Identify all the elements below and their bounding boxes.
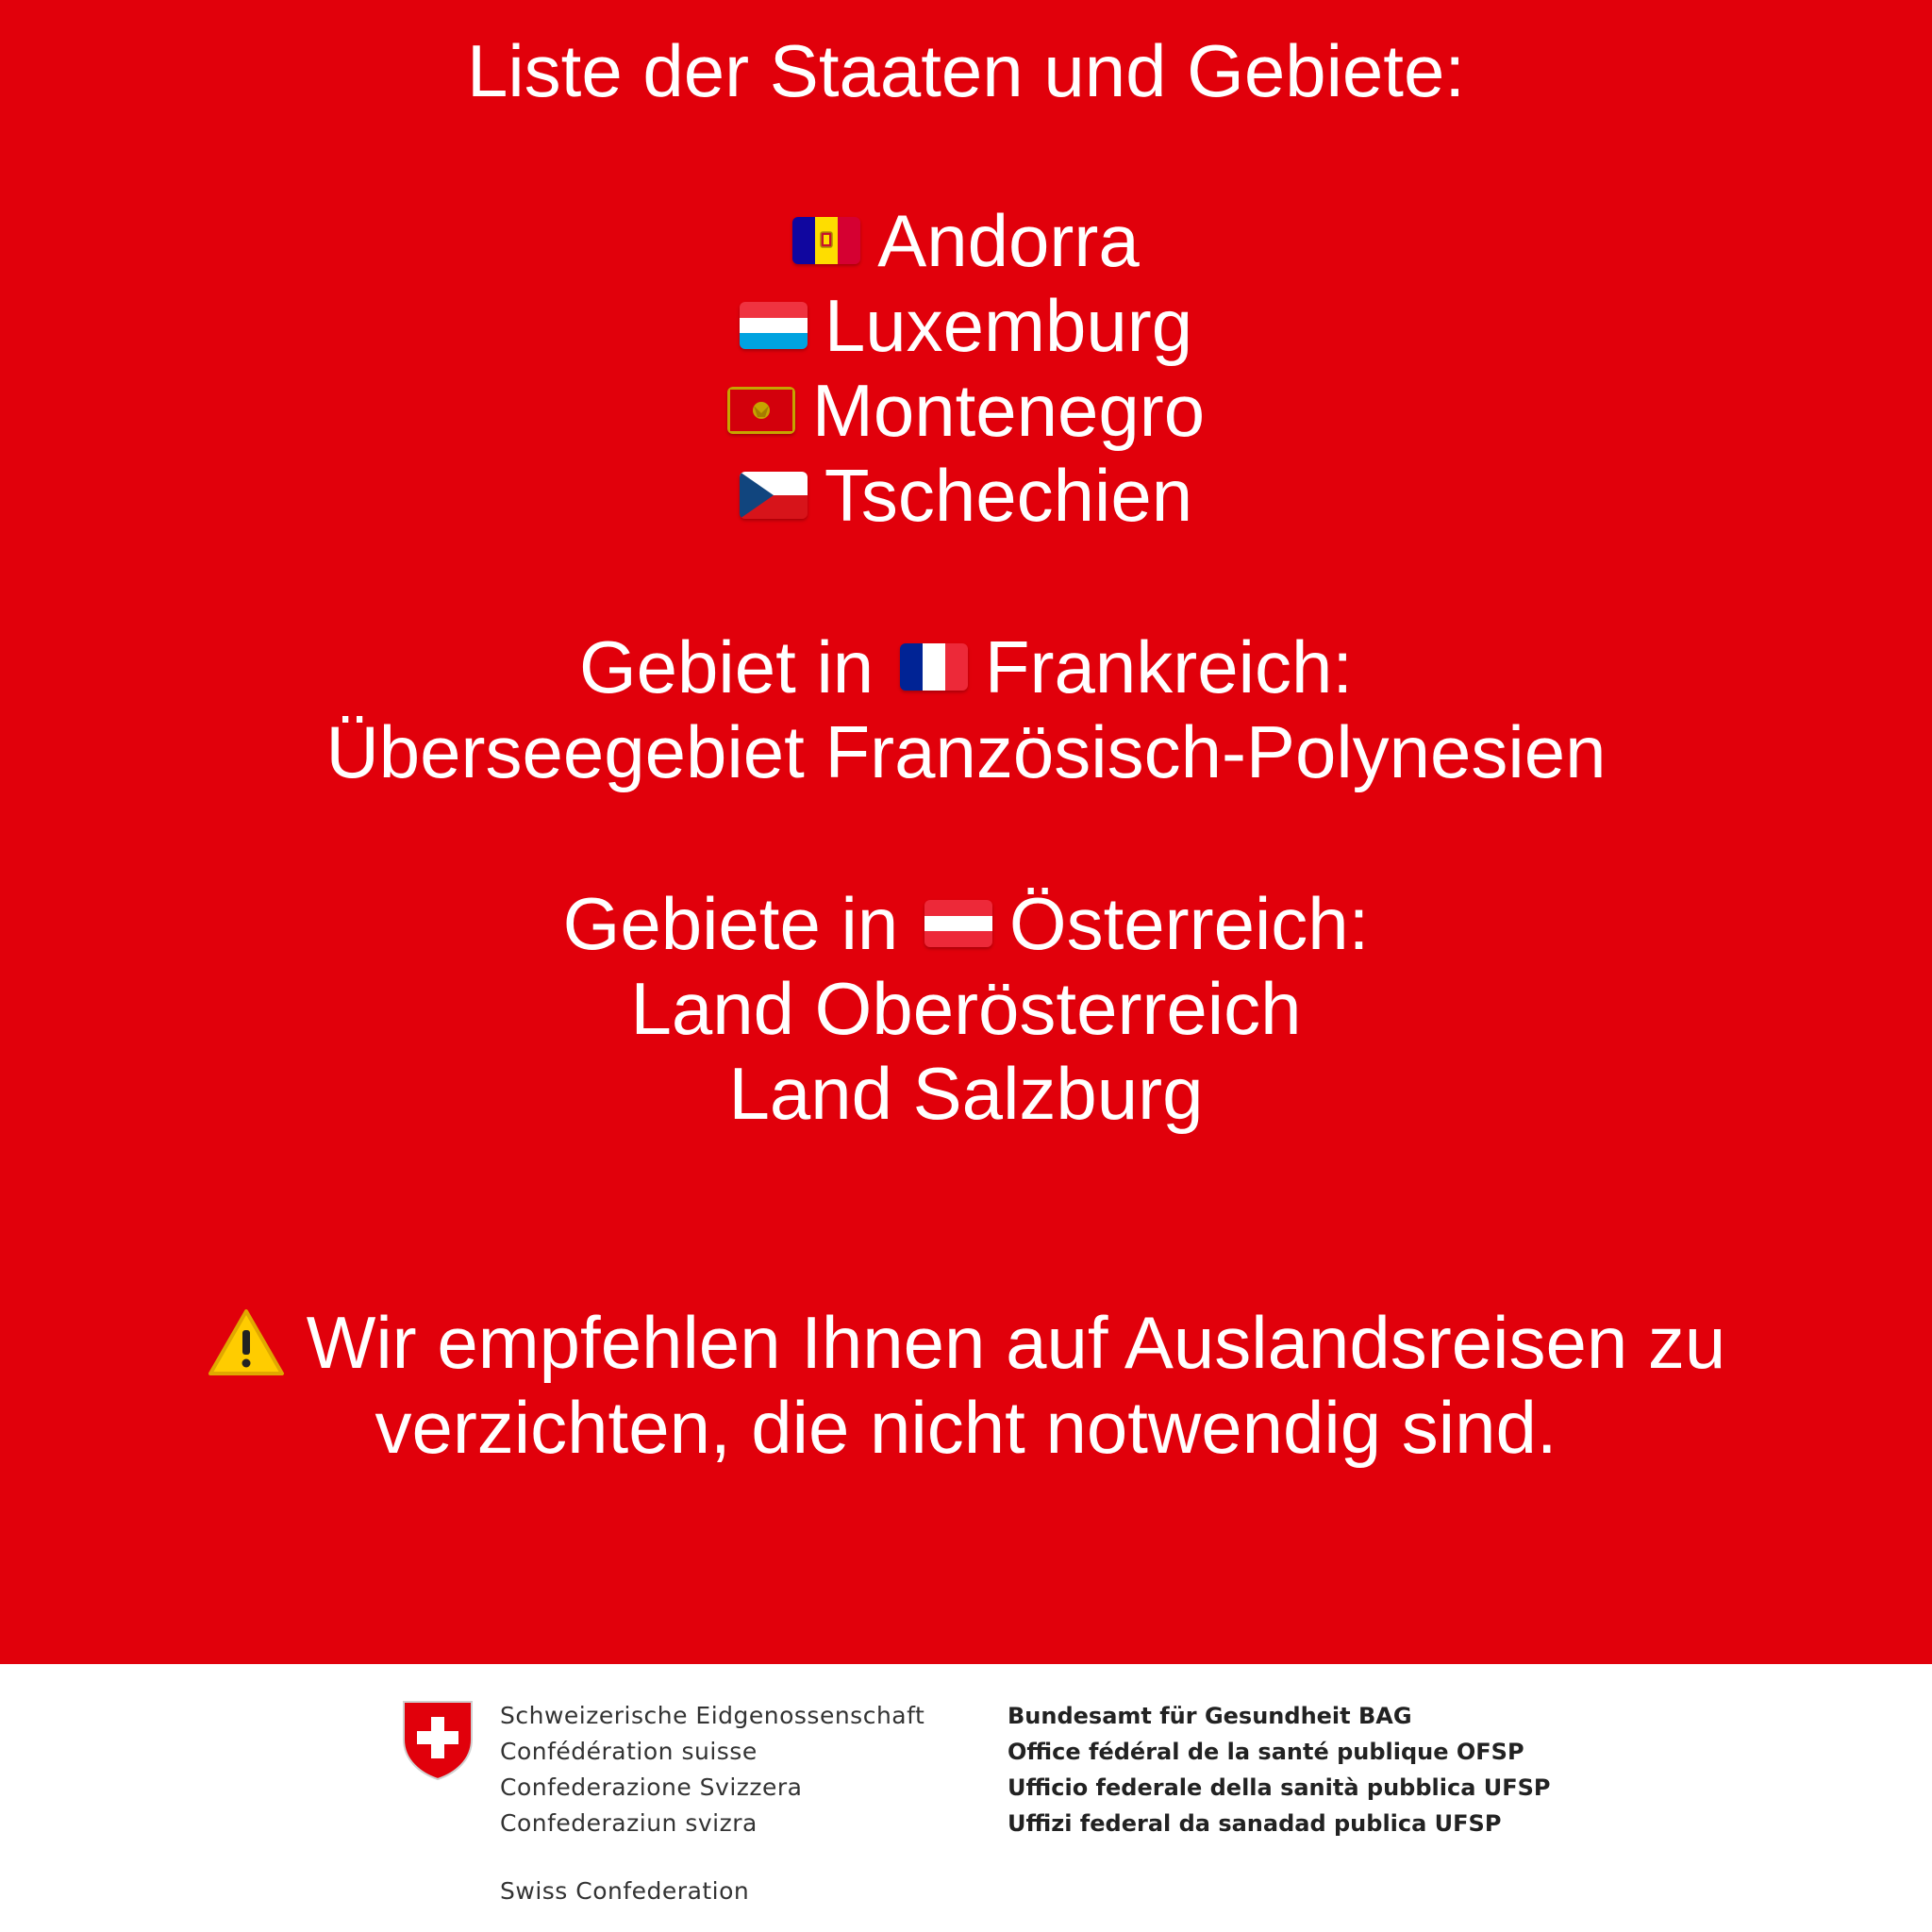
swiss-confederation-label: Swiss Confederation <box>500 1877 750 1905</box>
list-item-luxembourg <box>0 283 1932 368</box>
country-name: Montenegro <box>811 369 1206 452</box>
confederation-names <box>500 1698 924 1841</box>
warning-icon <box>207 1307 286 1377</box>
france-section-heading <box>0 625 1932 709</box>
czechia-flag-icon <box>740 472 808 519</box>
france-area-item: Überseegebiet Französisch-Polynesien <box>325 710 1607 793</box>
country-name: Andorra <box>877 199 1140 282</box>
france-flag-icon <box>900 643 968 691</box>
office-name-it: Ufficio federale della sanità pubblica UFSP <box>1008 1774 1551 1801</box>
confederation-name-fr: Confédération suisse <box>500 1738 758 1765</box>
austria-flag-icon <box>924 900 992 947</box>
list-item-andorra <box>0 198 1932 283</box>
france-heading-suffix: Frankreich: <box>984 625 1353 708</box>
warning-line-1 <box>0 1300 1932 1385</box>
austria-heading-suffix: Österreich: <box>1008 882 1370 965</box>
country-name: Tschechien <box>824 454 1193 537</box>
montenegro-flag-icon <box>727 387 795 434</box>
list-item-montenegro <box>0 368 1932 453</box>
office-names <box>1008 1698 1551 1841</box>
list-heading: Liste der Staaten und Gebiete: <box>466 29 1466 112</box>
austria-section-heading <box>0 881 1932 966</box>
austria-heading-prefix: Gebiete in <box>562 882 899 965</box>
andorra-flag-icon <box>792 217 860 264</box>
list-item-czechia <box>0 453 1932 538</box>
austria-area-item: Land Salzburg <box>728 1052 1204 1135</box>
confederation-name-it: Confederazione Svizzera <box>500 1774 803 1801</box>
confederation-name-de: Schweizerische Eidgenossenschaft <box>500 1702 925 1729</box>
austria-area-item: Land Oberösterreich <box>630 967 1302 1050</box>
warning-text-line-1: Wir empfehlen Ihnen auf Auslandsreisen zu <box>306 1301 1726 1384</box>
office-name-fr: Office fédéral de la santé publique OFSP <box>1008 1739 1524 1765</box>
country-name: Luxemburg <box>824 284 1193 367</box>
confederation-name-rm: Confederaziun svizra <box>500 1809 758 1837</box>
office-name-de: Bundesamt für Gesundheit BAG <box>1008 1703 1412 1729</box>
swiss-shield-icon <box>400 1698 475 1781</box>
france-heading-prefix: Gebiet in <box>579 625 874 708</box>
luxembourg-flag-icon <box>740 302 808 349</box>
warning-line-2: verzichten, die nicht notwendig sind. <box>375 1386 1557 1469</box>
office-name-rm: Uffizi federal da sanadad publica UFSP <box>1008 1810 1502 1837</box>
footer <box>0 1664 1932 1932</box>
